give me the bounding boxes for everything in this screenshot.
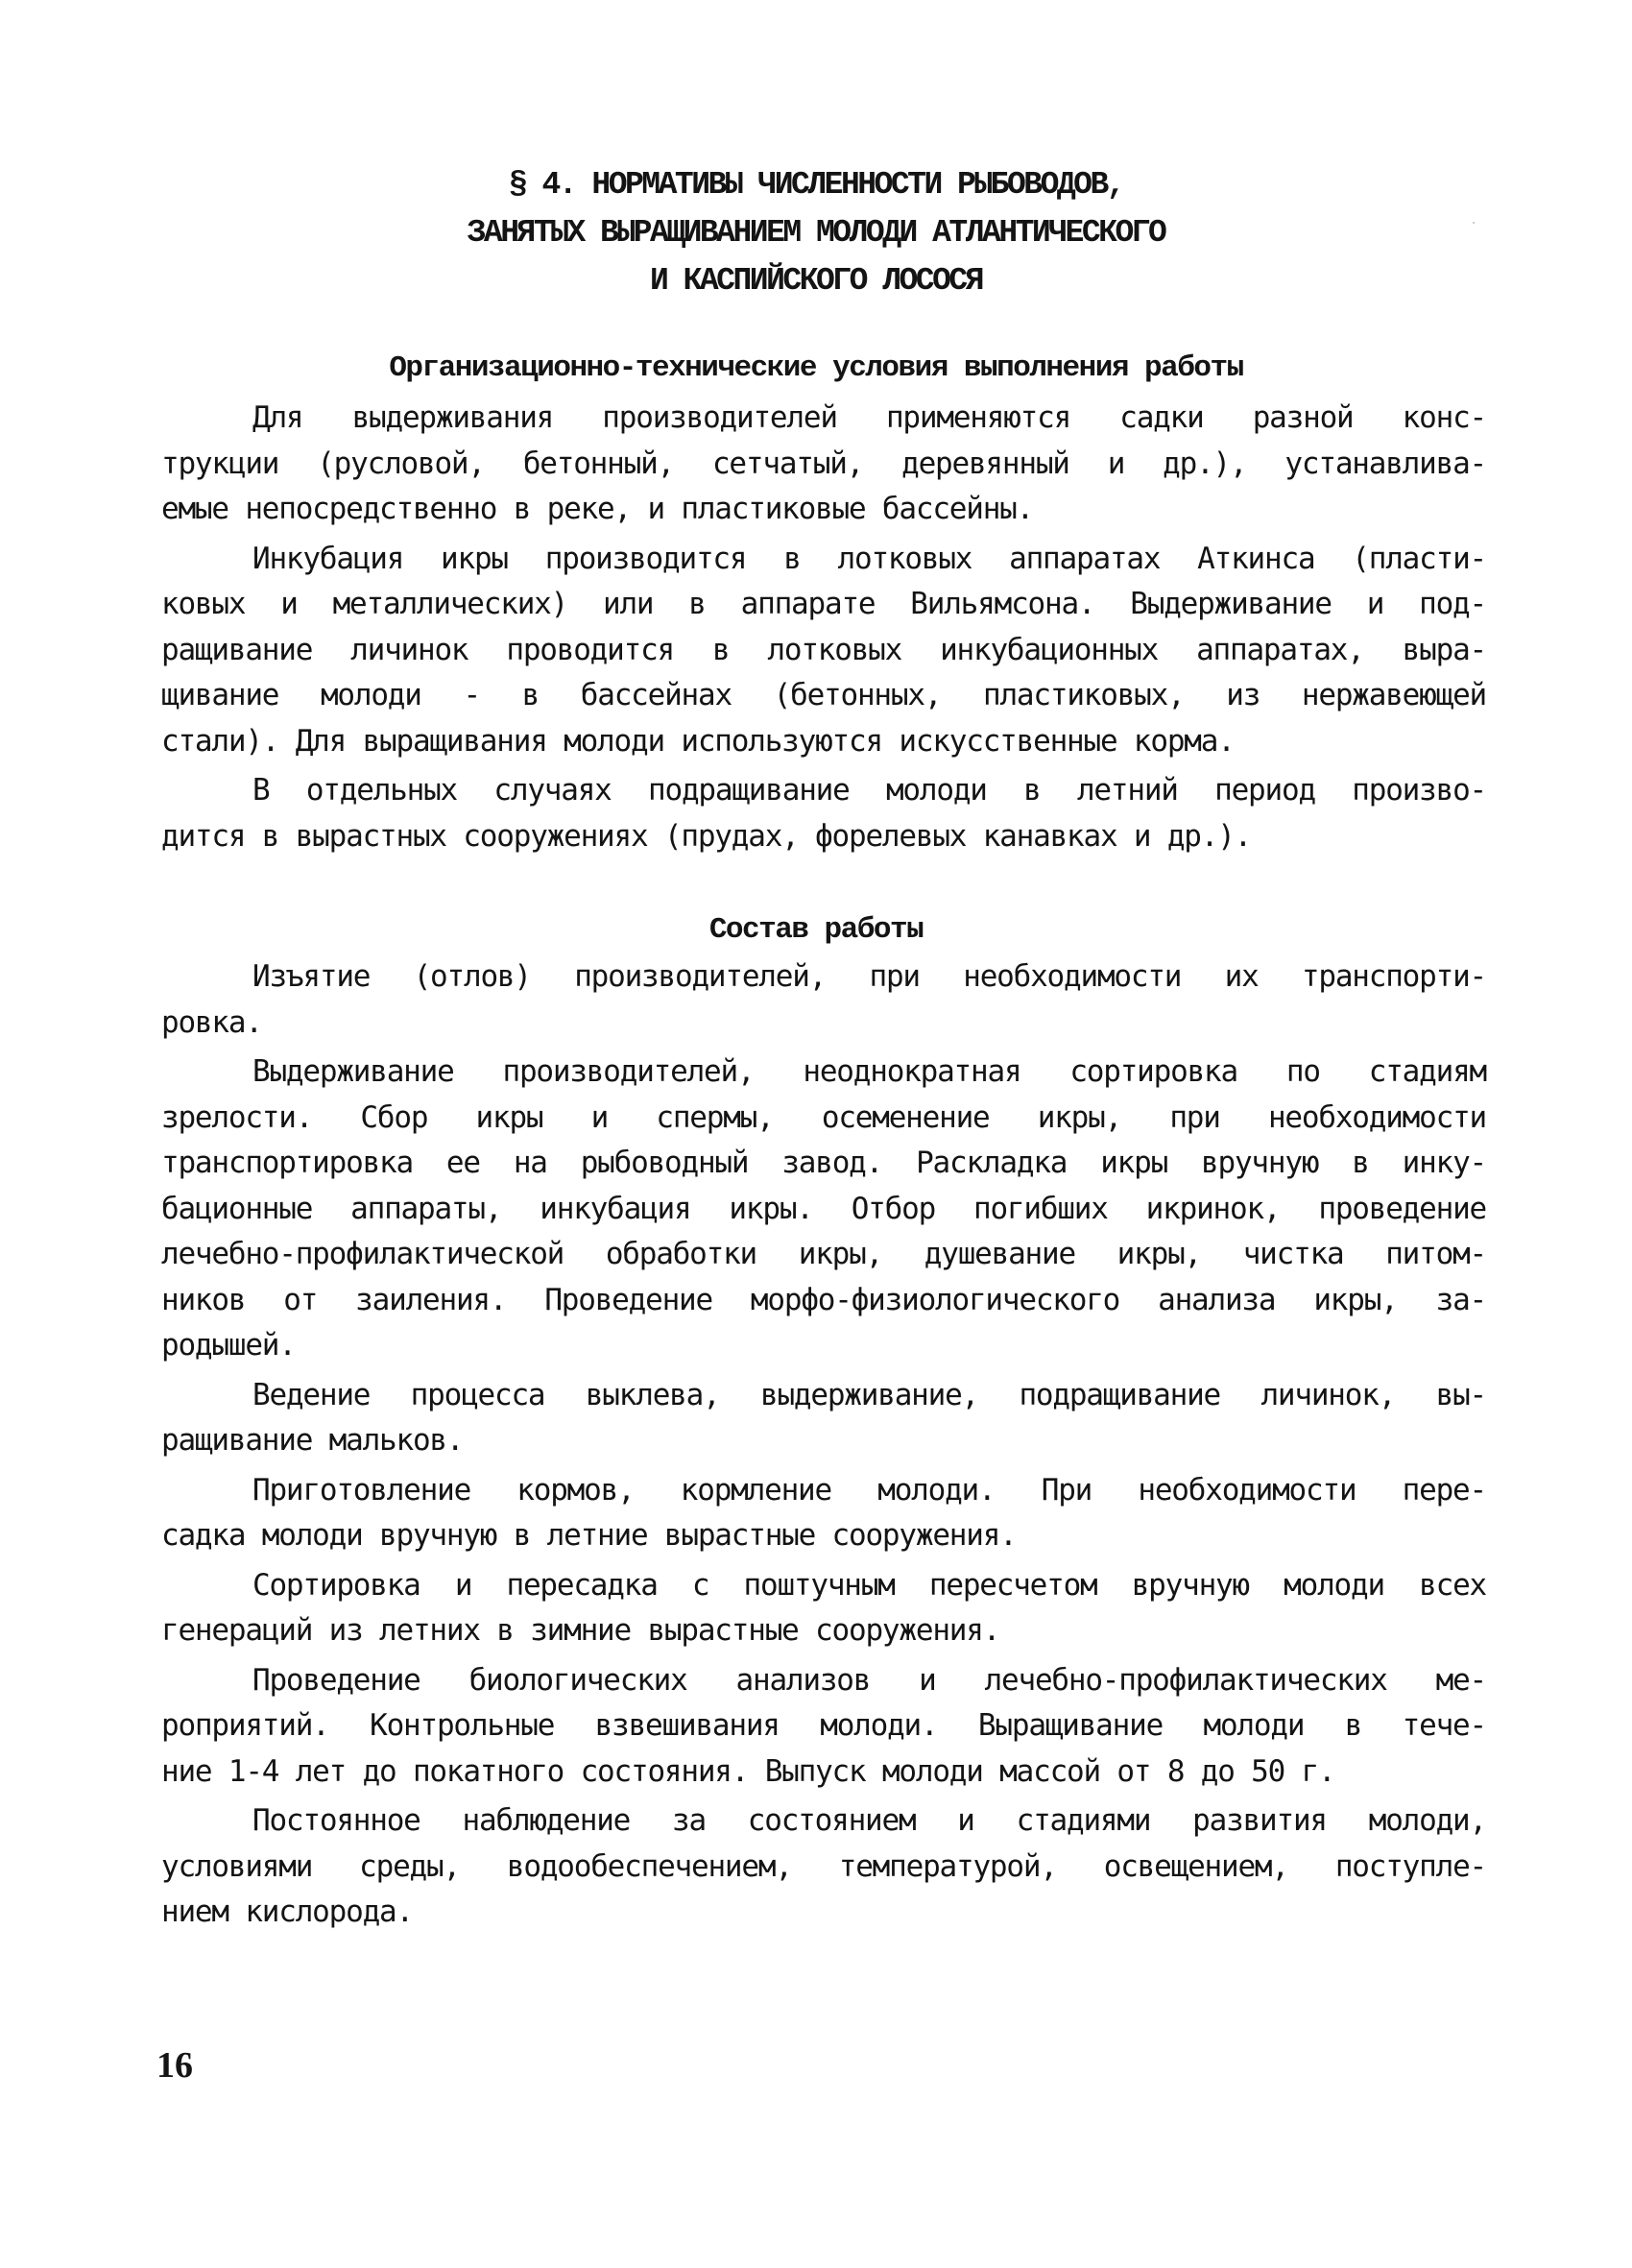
- paragraph: [161, 1373, 1486, 1464]
- text-line: Проведение биологических анализов и лечебно-профилактических ме-: [252, 1662, 1486, 1698]
- work-composition-body: [161, 954, 1486, 1936]
- section-title-line-3: И КАСПИЙСКОГО ЛОСОСЯ: [649, 263, 983, 299]
- text-line: ников от заиления. Проведение морфо-физиологического анализа икры, за-: [161, 1282, 1486, 1317]
- paragraph: [161, 537, 1486, 765]
- text-line: садка молоди вручную в летние вырастные сооружения.: [161, 1518, 1017, 1553]
- text-line: генераций из летних в зимние вырастные сооружения.: [161, 1613, 1000, 1648]
- text-line: Постоянное наблюдение за состоянием и стадиями развития молоди,: [252, 1803, 1486, 1838]
- paragraph: [161, 954, 1486, 1046]
- paragraph: [161, 768, 1486, 859]
- page-number: 16: [156, 2045, 193, 2086]
- text-line: Сортировка и пересадка с поштучным пересчетом вручную молоди всех: [252, 1567, 1486, 1603]
- text-line: ровка.: [161, 1004, 262, 1040]
- text-line: дится в вырастных сооружениях (прудах, форелевых канавках и др.).: [161, 818, 1252, 854]
- org-conditions-heading: Организационно-технические условия выполнения работы: [389, 351, 1243, 385]
- text-line: зрелости. Сбор икры и спермы, осеменение икры, при необходимости: [161, 1099, 1486, 1135]
- text-line: транспортировка ее на рыбоводный завод. Раскладка икры вручную в инку-: [161, 1146, 1486, 1180]
- text-line: Приготовление кормов, кормление молоди. При необходимости пере-: [252, 1472, 1486, 1508]
- section-title: [154, 161, 1478, 305]
- text-line: бационные аппараты, инкубация икры. Отбор погибших икринок, проведение: [161, 1191, 1486, 1226]
- text-line: В отдельных случаях подращивание молоди в летний период произво-: [252, 773, 1486, 808]
- text-line: Инкубация икры производится в лотковых аппаратах Аткинса (пласти-: [252, 541, 1486, 576]
- paragraph: [161, 396, 1486, 533]
- paragraph: [161, 1050, 1486, 1369]
- scan-speck: [1473, 222, 1475, 224]
- text-line: роприятий. Контрольные взвешивания молоди. Выращивание молоди в тече-: [161, 1708, 1486, 1743]
- text-line: лечебно-профилактической обработки икры, душевание икры, чистка питом-: [161, 1237, 1486, 1271]
- paragraph: [161, 1563, 1486, 1654]
- text-line: ращивание личинок проводится в лотковых инкубационных аппаратах, выра-: [161, 632, 1486, 667]
- text-line: Для выдерживания производителей применяются садки разной конс-: [252, 400, 1486, 435]
- text-line: нием кислорода.: [161, 1894, 413, 1929]
- text-line: Изъятие (отлов) производителей, при необходимости их транспорти-: [252, 959, 1486, 994]
- text-line: трукции (русловой, бетонный, сетчатый, деревянный и др.), устанавлива-: [161, 446, 1486, 481]
- work-composition-heading: Состав работы: [708, 913, 924, 947]
- text-line: щивание молоди - в бассейнах (бетонных, пластиковых, из нержавеющей: [161, 678, 1486, 712]
- paragraph: [161, 1658, 1486, 1796]
- text-line: Ведение процесса выклева, выдерживание, подращивание личинок, вы-: [252, 1377, 1486, 1412]
- paragraph: [161, 1468, 1486, 1559]
- paragraph: [161, 1798, 1486, 1936]
- section-title-line-1: § 4. НОРМАТИВЫ ЧИСЛЕННОСТИ РЫБОВОДОВ,: [508, 167, 1124, 203]
- section-title-line-2: ЗАНЯТЫХ ВЫРАЩИВАНИЕМ МОЛОДИ АТЛАНТИЧЕСКОГО: [467, 215, 1165, 251]
- text-line: Выдерживание производителей, неоднократная сортировка по стадиям: [252, 1054, 1486, 1089]
- org-conditions-body: [161, 396, 1486, 859]
- text-line: ние 1-4 лет до покатного состояния. Выпуск молоди массой от 8 до 50 г.: [161, 1753, 1335, 1789]
- text-line: условиями среды, водообеспечением, температурой, освещением, поступле-: [161, 1848, 1486, 1884]
- text-line: родышей.: [161, 1328, 296, 1363]
- text-line: ковых и металлических) или в аппарате Вильямсона. Выдерживание и под-: [161, 587, 1486, 621]
- text-line: ращивание мальков.: [161, 1423, 464, 1458]
- text-line: емые непосредственно в реке, и пластиковые бассейны.: [161, 492, 1034, 526]
- text-line: стали). Для выращивания молоди используются искусственные корма.: [161, 723, 1235, 759]
